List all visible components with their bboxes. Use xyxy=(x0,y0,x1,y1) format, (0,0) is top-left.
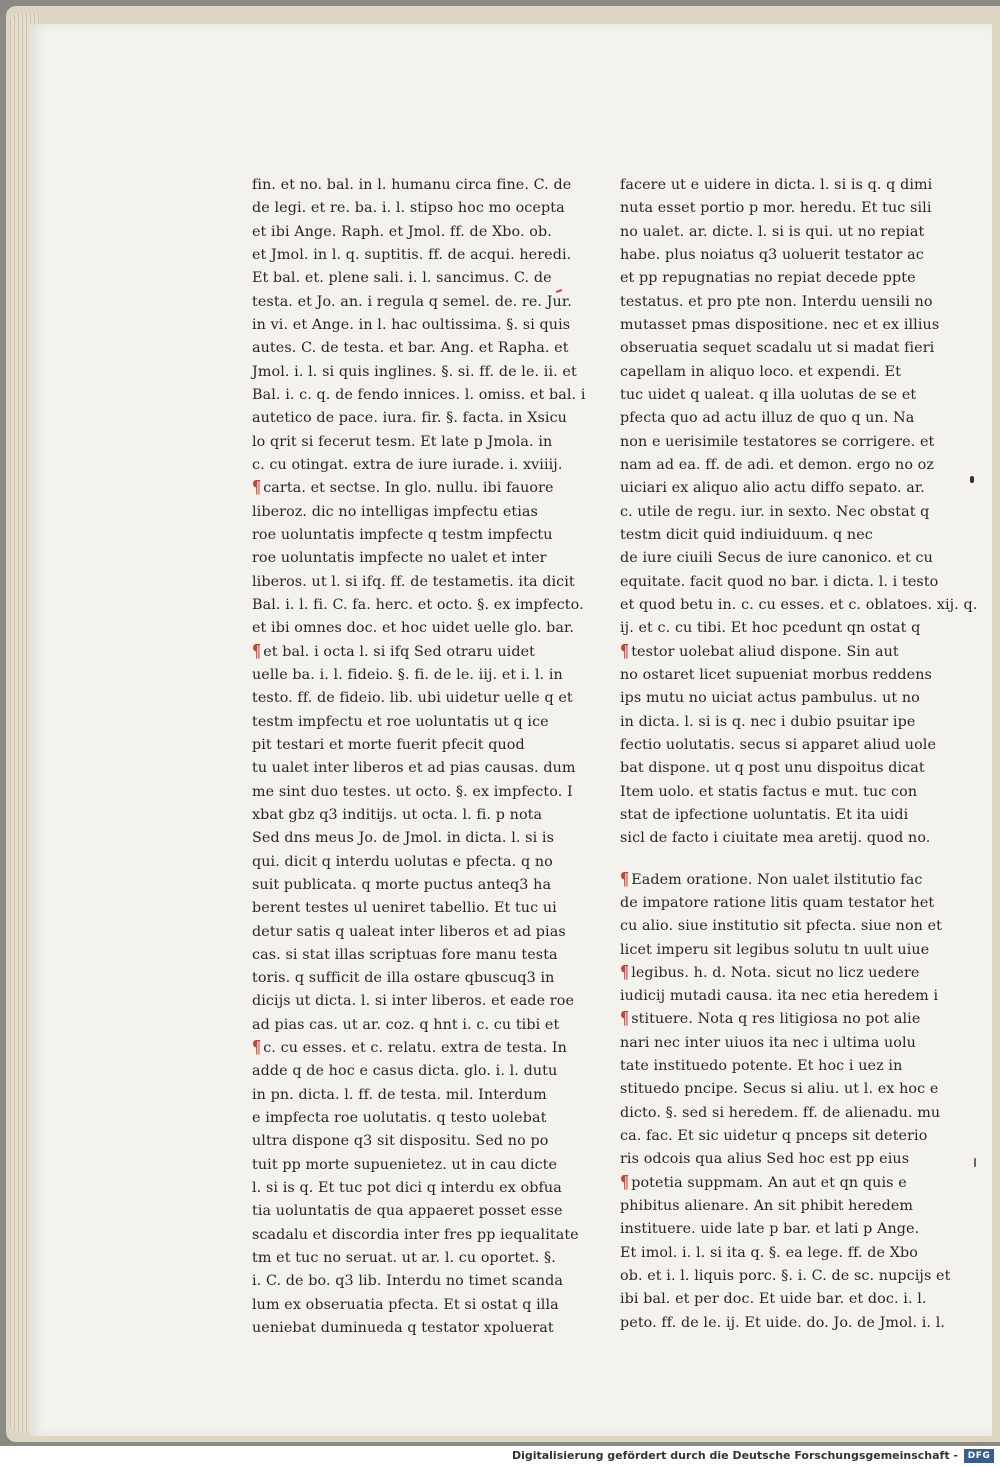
text-line: c. cu otingat. extra de iure iurade. i. xviiij. xyxy=(252,456,563,473)
text-line: uiciari ex aliquo alio actu diffo sepato. ar. xyxy=(620,480,925,497)
text-line: ad pias cas. ut ar. coz. q hnt i. c. cu tibi et xyxy=(252,1016,560,1033)
text-line: ¶ c. cu esses. et c. relatu. extra de testa. In xyxy=(252,1037,548,1060)
text-line: capellam in aliquo loco. et expendi. Et xyxy=(620,363,902,380)
text-line: tu ualet inter liberos et ad pias causas. dum xyxy=(252,760,576,777)
right-text-column xyxy=(620,174,978,1335)
book-page xyxy=(30,24,992,1436)
text-line: in dicta. l. si is q. nec i dubio psuitar ipe xyxy=(620,713,916,730)
rubric-paragraph-mark: ¶ xyxy=(620,1009,630,1030)
text-line: Bal. i. l. fi. C. fa. herc. et octo. §. ex impfecto. xyxy=(252,596,584,613)
text-line: et ibi Ange. Raph. et Jmol. ff. de Xbo. ob. xyxy=(252,223,552,240)
left-text-column xyxy=(252,174,586,1340)
rubric-paragraph-mark: ¶ xyxy=(620,869,630,890)
text-line: sicl de facto i ciuitate mea aretij. quod no. xyxy=(620,830,931,847)
text-line: detur satis q ualeat inter liberos et ad pias xyxy=(252,923,566,940)
text-line: cas. si stat illas scriptuas fore manu testa xyxy=(252,946,558,963)
text-line: no ualet. ar. dicte. l. si is qui. ut no repiat xyxy=(620,223,925,240)
text-line: toris. q sufficit de illa ostare qbuscuq3 in xyxy=(252,970,555,987)
text-line: equitate. facit quod no bar. i dicta. l. i testo xyxy=(620,573,939,590)
text-line: non e uerisimile testatores se corrigere. et xyxy=(620,433,935,450)
text-line: tia uoluntatis de qua appaeret posset esse xyxy=(252,1203,563,1220)
text-line: e impfecta roe uolutatis. q testo uolebat xyxy=(252,1110,547,1127)
text-line: fin. et no. bal. in l. humanu circa fine. C. de xyxy=(252,177,572,193)
rubric-paragraph-mark: ¶ xyxy=(252,1037,262,1058)
text-line: me sint duo testes. ut octo. §. ex impfecto. I xyxy=(252,783,573,800)
right-column-paragraph-1 xyxy=(620,174,978,851)
text-line: habe. plus noiatus q3 uoluerit testator ac xyxy=(620,246,924,263)
text-line: ¶ et bal. i octa l. si ifq Sed otraru uidet xyxy=(252,641,548,664)
text-line: nam ad ea. ff. de adi. et demon. ergo no oz xyxy=(620,456,935,473)
text-line: suit publicata. q morte puctus anteq3 ha xyxy=(252,876,552,893)
rubric-paragraph-mark: ¶ xyxy=(620,962,630,983)
text-line: iudicij mutadi causa. ita nec etia heredem i xyxy=(620,988,939,1005)
text-line: ¶ legibus. h. d. Nota. sicut no licz uedere xyxy=(620,962,916,985)
dfg-credit-text: Digitalisierung gefördert durch die Deutsche Forschungsgemeinschaft - xyxy=(511,1449,958,1462)
rubric-paragraph-mark: ¶ xyxy=(620,1172,630,1193)
rubric-paragraph-mark: ¶ xyxy=(620,641,630,662)
text-line: scadalu et discordia inter fres pp iequalitate xyxy=(252,1226,579,1243)
text-line: Et bal. et. plene sali. i. l. sancimus. C. de xyxy=(252,270,552,287)
rubric-paragraph-mark: ¶ xyxy=(252,478,262,499)
text-line: Et imol. i. l. si ita q. §. ea lege. ff. de Xbo xyxy=(620,1244,918,1261)
text-line: roe uoluntatis impfecte no ualet et inter xyxy=(252,550,547,567)
text-line: ¶ testor uolebat aliud dispone. Sin aut xyxy=(620,641,916,664)
text-line: i. C. de bo. q3 lib. Interdu no timet scanda xyxy=(252,1273,564,1290)
text-line: ¶ carta. et sectse. In glo. nullu. ibi fauore xyxy=(252,477,548,500)
text-line: de legi. et re. ba. i. l. stipso hoc mo ocepta xyxy=(252,200,565,217)
text-line: pit testari et morte fuerit pfecit quod xyxy=(252,736,525,753)
text-line: licet imperu sit legibus solutu tn uult uiue xyxy=(620,941,930,958)
text-line: xbat gbz q3 inditijs. ut octa. l. fi. p nota xyxy=(252,806,543,823)
footer-bar xyxy=(0,1446,1000,1467)
text-line: c. utile de regu. iur. in sexto. Nec obstat q xyxy=(620,503,930,520)
text-line: et quod betu in. c. cu esses. et c. oblatoes. xij. q. xyxy=(620,596,978,613)
text-line: mutasset pmas dispositione. nec et ex illius xyxy=(620,316,940,333)
right-column-paragraph-2 xyxy=(620,869,951,1336)
text-line: Sed dns meus Jo. de Jmol. in dicta. l. si is xyxy=(252,830,555,847)
text-line: ij. et c. cu tibi. Et hoc pcedunt qn ostat q xyxy=(620,620,921,637)
dfg-logo-icon: DFG xyxy=(964,1449,994,1463)
text-line: tuit pp morte supuenietez. ut in cau dicte xyxy=(252,1156,558,1173)
text-line: testm dicit quid indiuiduum. q nec xyxy=(620,526,873,543)
text-line: bat dispone. ut q post unu dispoitus dicat xyxy=(620,760,925,777)
text-line: roe uoluntatis impfecte q testm impfectu xyxy=(252,526,553,543)
text-line: in pn. dicta. l. ff. de testa. mil. Interdum xyxy=(252,1086,547,1103)
text-line: et ibi omnes doc. et hoc uidet uelle glo. bar. xyxy=(252,620,575,637)
text-line: l. si is q. Et tuc pot dici q interdu ex obfua xyxy=(252,1180,562,1197)
text-line: dicijs ut dicta. l. si inter liberos. et eade roe xyxy=(252,993,575,1010)
ink-stroke-mark xyxy=(974,1158,976,1167)
text-line: uelle ba. i. l. fideio. §. fi. de le. iij. et i. l. in xyxy=(252,666,563,683)
text-line: ips mutu no uiciat actus pambulus. ut no xyxy=(620,690,920,707)
text-line: Jmol. i. l. si quis inglines. §. si. ff. de le. ii. et xyxy=(252,363,577,380)
text-line: tuc uidet q ualeat. q illa uolutas de se et xyxy=(620,386,917,403)
text-line: phibitus alienare. An sit phibit heredem xyxy=(620,1198,914,1215)
text-line: cu alio. siue institutio sit pfecta. siue non et xyxy=(620,918,943,935)
text-line: adde q de hoc e casus dicta. glo. i. l. dutu xyxy=(252,1063,558,1080)
text-line: Bal. i. c. q. de fendo innices. l. omiss. et bal. i xyxy=(252,386,586,403)
red-marginal-mark xyxy=(556,289,562,293)
paragraph-gap xyxy=(620,851,916,869)
text-line: no ostaret licet supueniat morbus reddens xyxy=(620,666,932,683)
text-line: de iure ciuili Secus de iure canonico. et cu xyxy=(620,550,933,567)
text-line: ca. fac. Et sic uidetur q pnceps sit deterio xyxy=(620,1128,928,1145)
text-line: liberos. ut l. si ifq. ff. de testametis. ita dicit xyxy=(252,573,575,590)
text-line: lum ex obseruatia pfecta. Et si ostat q illa xyxy=(252,1296,559,1313)
text-line: autes. C. de testa. et bar. Ang. et Rapha. et xyxy=(252,340,569,357)
text-line: ¶ Eadem oratione. Non ualet ilstitutio fac xyxy=(620,869,916,892)
text-line: fectio uolutatis. secus si apparet aliud uole xyxy=(620,736,937,753)
text-line: obseruatia sequet scadalu ut si madat fieri xyxy=(620,340,935,357)
text-line: lo qrit si fecerut tesm. Et late p Jmola. in xyxy=(252,433,553,450)
text-line: testm impfectu et roe uoluntatis ut q ice xyxy=(252,713,549,730)
text-line: autetico de pace. iura. fir. §. facta. in Xsicu xyxy=(252,410,567,427)
text-line: testatus. et pro pte non. Interdu uensili no xyxy=(620,293,933,310)
text-line: ultra dispone q3 sit dispositu. Sed no po xyxy=(252,1133,549,1150)
ink-dot-mark xyxy=(970,476,974,483)
text-line: qui. dicit q interdu uolutas e pfecta. q no xyxy=(252,853,553,870)
text-line: Item uolo. et statis factus e mut. tuc con xyxy=(620,783,918,800)
text-line: ¶ potetia suppmam. An aut et qn quis e xyxy=(620,1172,916,1195)
text-line: berent testes ul ueniret tabellio. Et tuc ui xyxy=(252,900,557,917)
text-line: ueniebat duminueda q testator xpoluerat xyxy=(252,1320,554,1337)
text-line: dicto. §. sed si heredem. ff. de alienadu. mu xyxy=(620,1104,941,1121)
text-line: nari nec inter uiuos ita nec i ultima uolu xyxy=(620,1034,916,1051)
text-line: nuta esset portio p mor. heredu. Et tuc sili xyxy=(620,200,932,217)
text-line: stituedo pncipe. Secus si aliu. ut l. ex hoc e xyxy=(620,1081,939,1098)
text-line: testo. ff. de fideio. lib. ubi uidetur uelle q et xyxy=(252,690,573,707)
text-line: stat de ipfectione uoluntatis. Et ita uidi xyxy=(620,806,909,823)
text-line: ris odcois qua alius Sed hoc est pp eius xyxy=(620,1151,910,1168)
text-line: ibi bal. et per doc. Et uide bar. et doc. i. l. xyxy=(620,1291,927,1308)
text-line: et Jmol. in l. q. suptitis. ff. de acqui. heredi. xyxy=(252,246,572,263)
text-line: de impatore ratione litis quam testator het xyxy=(620,894,935,911)
text-line: testa. et Jo. an. i regula q semel. de. re. Jur. xyxy=(252,293,572,310)
text-line: tate instituedo potente. Et hoc i uez in xyxy=(620,1058,903,1075)
text-line: in vi. et Ange. in l. hac oultissima. §. si quis xyxy=(252,316,571,333)
text-line: pfecta quo ad actu illuz de quo q un. Na xyxy=(620,410,915,427)
text-line: ¶ stituere. Nota q res litigiosa no pot alie xyxy=(620,1008,916,1031)
text-line: instituere. uide late p bar. et lati p Ange. xyxy=(620,1221,920,1238)
text-line: et pp repugnatias no repiat decede ppte xyxy=(620,270,916,287)
rubric-paragraph-mark: ¶ xyxy=(252,641,262,662)
text-line: tm et tuc no seruat. ut ar. l. cu oportet. §. xyxy=(252,1250,556,1267)
text-line: ob. et i. l. liquis porc. §. i. C. de sc. nupcijs et xyxy=(620,1268,951,1285)
text-line: peto. ff. de le. ij. Et uide. do. Jo. de Jmol. i. l. xyxy=(620,1314,946,1331)
text-line: liberoz. dic no intelligas impfectu etias xyxy=(252,503,538,520)
text-line: facere ut e uidere in dicta. l. si is q. q dimi xyxy=(620,177,933,193)
